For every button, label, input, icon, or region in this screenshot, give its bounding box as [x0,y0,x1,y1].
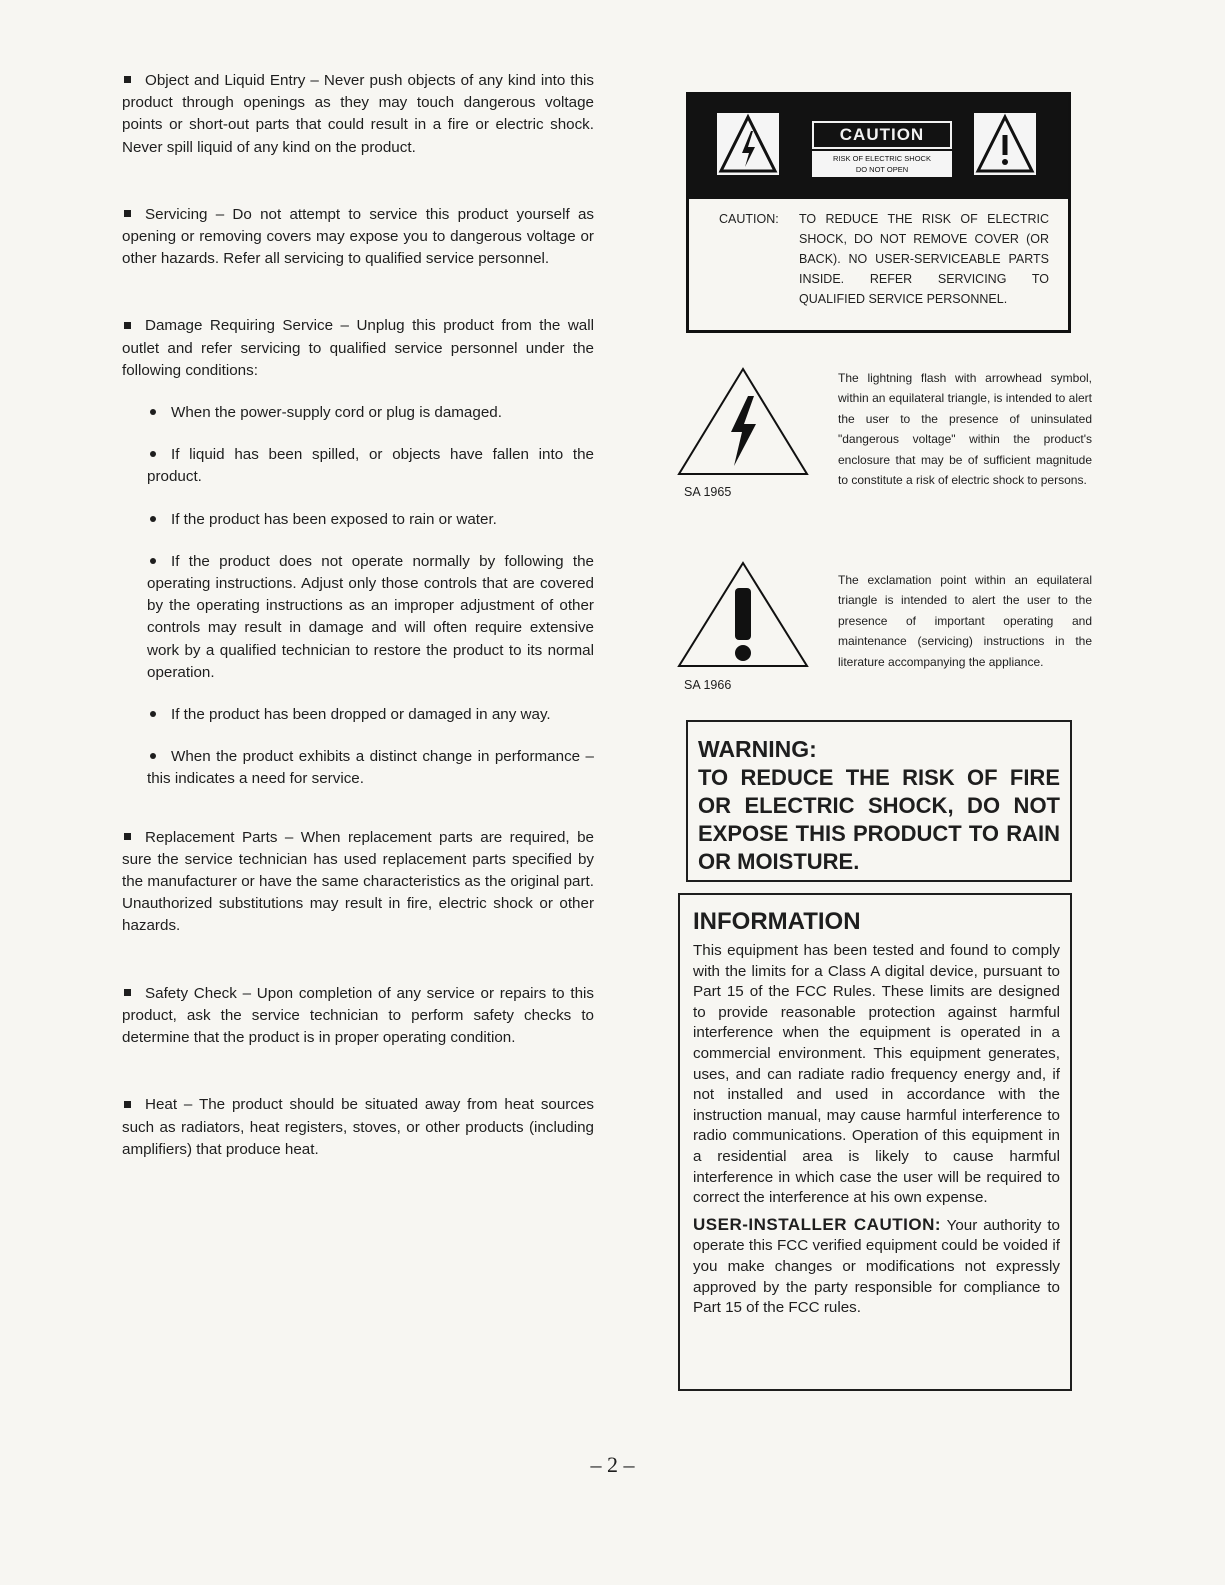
warning-title: WARNING: [698,736,817,762]
servicing: Servicing – Do not attempt to service this product yourself as opening or removing covers may expose you to dangerous voltage or other hazards. Refer all servicing to qualified service personnel. [122,205,594,268]
warning-box [686,720,1072,882]
exclamation-symbol-code: SA 1966 [684,678,732,692]
bullet-square-icon [124,322,131,329]
bullet-square-icon [124,210,131,217]
caution-header [689,95,1068,199]
bullet-square-icon [124,1101,131,1108]
bullet-dot-icon [150,753,156,759]
page-number: – 2 – [590,1452,635,1477]
caution-title: CAUTION [812,121,952,149]
lightning-symbol-code: SA 1965 [684,485,732,499]
lightning-triangle-icon [676,366,810,478]
lightning-symbol-description: The lightning flash with arrowhead symbol, within an equilateral triangle, is intended to alert the user to the presence of uninsulated "dangerous voltage" within the product's enclosure that may be of sufficient magnitude to constitute a risk of electric shock to persons. [838,371,1092,488]
replacement-parts: Replacement Parts – When replacement parts are required, be sure the service technician has used replacement parts specified by the manufacturer or have the same characteristics as the original part. Unauthorized substitutions may result in fire, electric shock or other hazards. [122,828,594,935]
bullet-square-icon [124,76,131,83]
caution-label-box: CAUTION RISK OF ELECTRIC SHOCK DO NOT OPEN CAUTION: TO REDUCE THE RISK OF ELECTRIC SHOCK, DO NOT REMOVE COVER (OR BACK). NO USER-SERVICEABLE PARTS INSIDE. REFER SERVICING TO QUALIFIED SERVICE PERSONNEL. [686,92,1071,333]
bullet-square-icon [124,989,131,996]
damage-requiring-service: Damage Requiring Service – Unplug this product from the wall outlet and refer servicing to qualified service personnel under the following conditions: [122,317,594,379]
bullet-square-icon [124,833,131,840]
information-title: INFORMATION [693,908,861,935]
bullet-dot-icon [150,711,156,717]
heat: Heat – The product should be situated away from heat sources such as radiators, heat registers, stoves, or other products (including amplifiers) that produce heat. [122,1096,594,1158]
warning-text: TO REDUCE THE RISK OF FIRE OR ELECTRIC SHOCK, DO NOT EXPOSE THIS PRODUCT TO RAIN OR MOISTURE. [698,765,1060,874]
bullet-dot-icon [150,516,156,522]
exclamation-symbol-description: The exclamation point within an equilateral triangle is intended to alert the user to the presence of important operating and maintenance (servicing) instructions in the literature accompanying the appliance. [838,573,1092,669]
exclamation-warning-icon [974,113,1036,175]
bullet-dot-icon [150,409,156,415]
user-installer-caution: USER-INSTALLER CAUTION: Your authority to operate this FCC verified equipment could be voided if you make changes or modifications not expressly approved by the party responsible for compliance to Part 15 of the FCC rules. [693,1214,1060,1317]
safety-check: Safety Check – Upon completion of any service or repairs to this product, ask the service technician to perform safety checks to determine that the product is in proper operating condition. [122,984,594,1047]
bullet-dot-icon [150,558,156,564]
fcc-information-box [678,893,1072,1391]
exclamation-triangle-icon [676,560,810,670]
condition-item: If the product has been exposed to rain or water. [122,509,594,531]
safety-instructions [122,70,594,1161]
condition-item: If the product has been dropped or damaged in any way. [122,704,594,726]
caution-subtitle: RISK OF ELECTRIC SHOCK DO NOT OPEN [812,151,952,177]
condition-item: If the product does not operate normally by following the operating instructions. Adjust only those controls that are covered by the operating instructions as an improper adjustment of other controls may result in damage and will often require extensive work by a qualified technician to restore the product to its normal operation. [147,552,594,681]
object-liquid-entry: Object and Liquid Entry – Never push objects of any kind into this product through openings as they may touch dangerous voltage points or short-out parts that could result in a fire or electric shock. Never spill liquid of any kind on the product. [122,72,594,156]
lightning-warning-icon [717,113,779,175]
bullet-dot-icon [150,451,156,457]
condition-item: If liquid has been spilled, or objects have fallen into the product. [147,446,594,486]
condition-item: When the product exhibits a distinct change in performance – this indicates a need for service. [147,748,594,788]
fcc-statement: This equipment has been tested and found to comply with the limits for a Class A digital device, pursuant to Part 15 of the FCC Rules. These limits are designed to provide reasonable protection against harmful interference when the equipment is operated in a commercial environment. This equipment generates, uses, and can radiate radio frequency energy and, if not installed and used in accordance with the instruction manual, may cause harmful interference to radio communications. Operation of this equipment in a residential area is likely to cause harmful interference in which case the user will be required to correct the interference at his own expense. [693,942,1060,1207]
condition-item: When the power-supply cord or plug is damaged. [122,402,594,424]
